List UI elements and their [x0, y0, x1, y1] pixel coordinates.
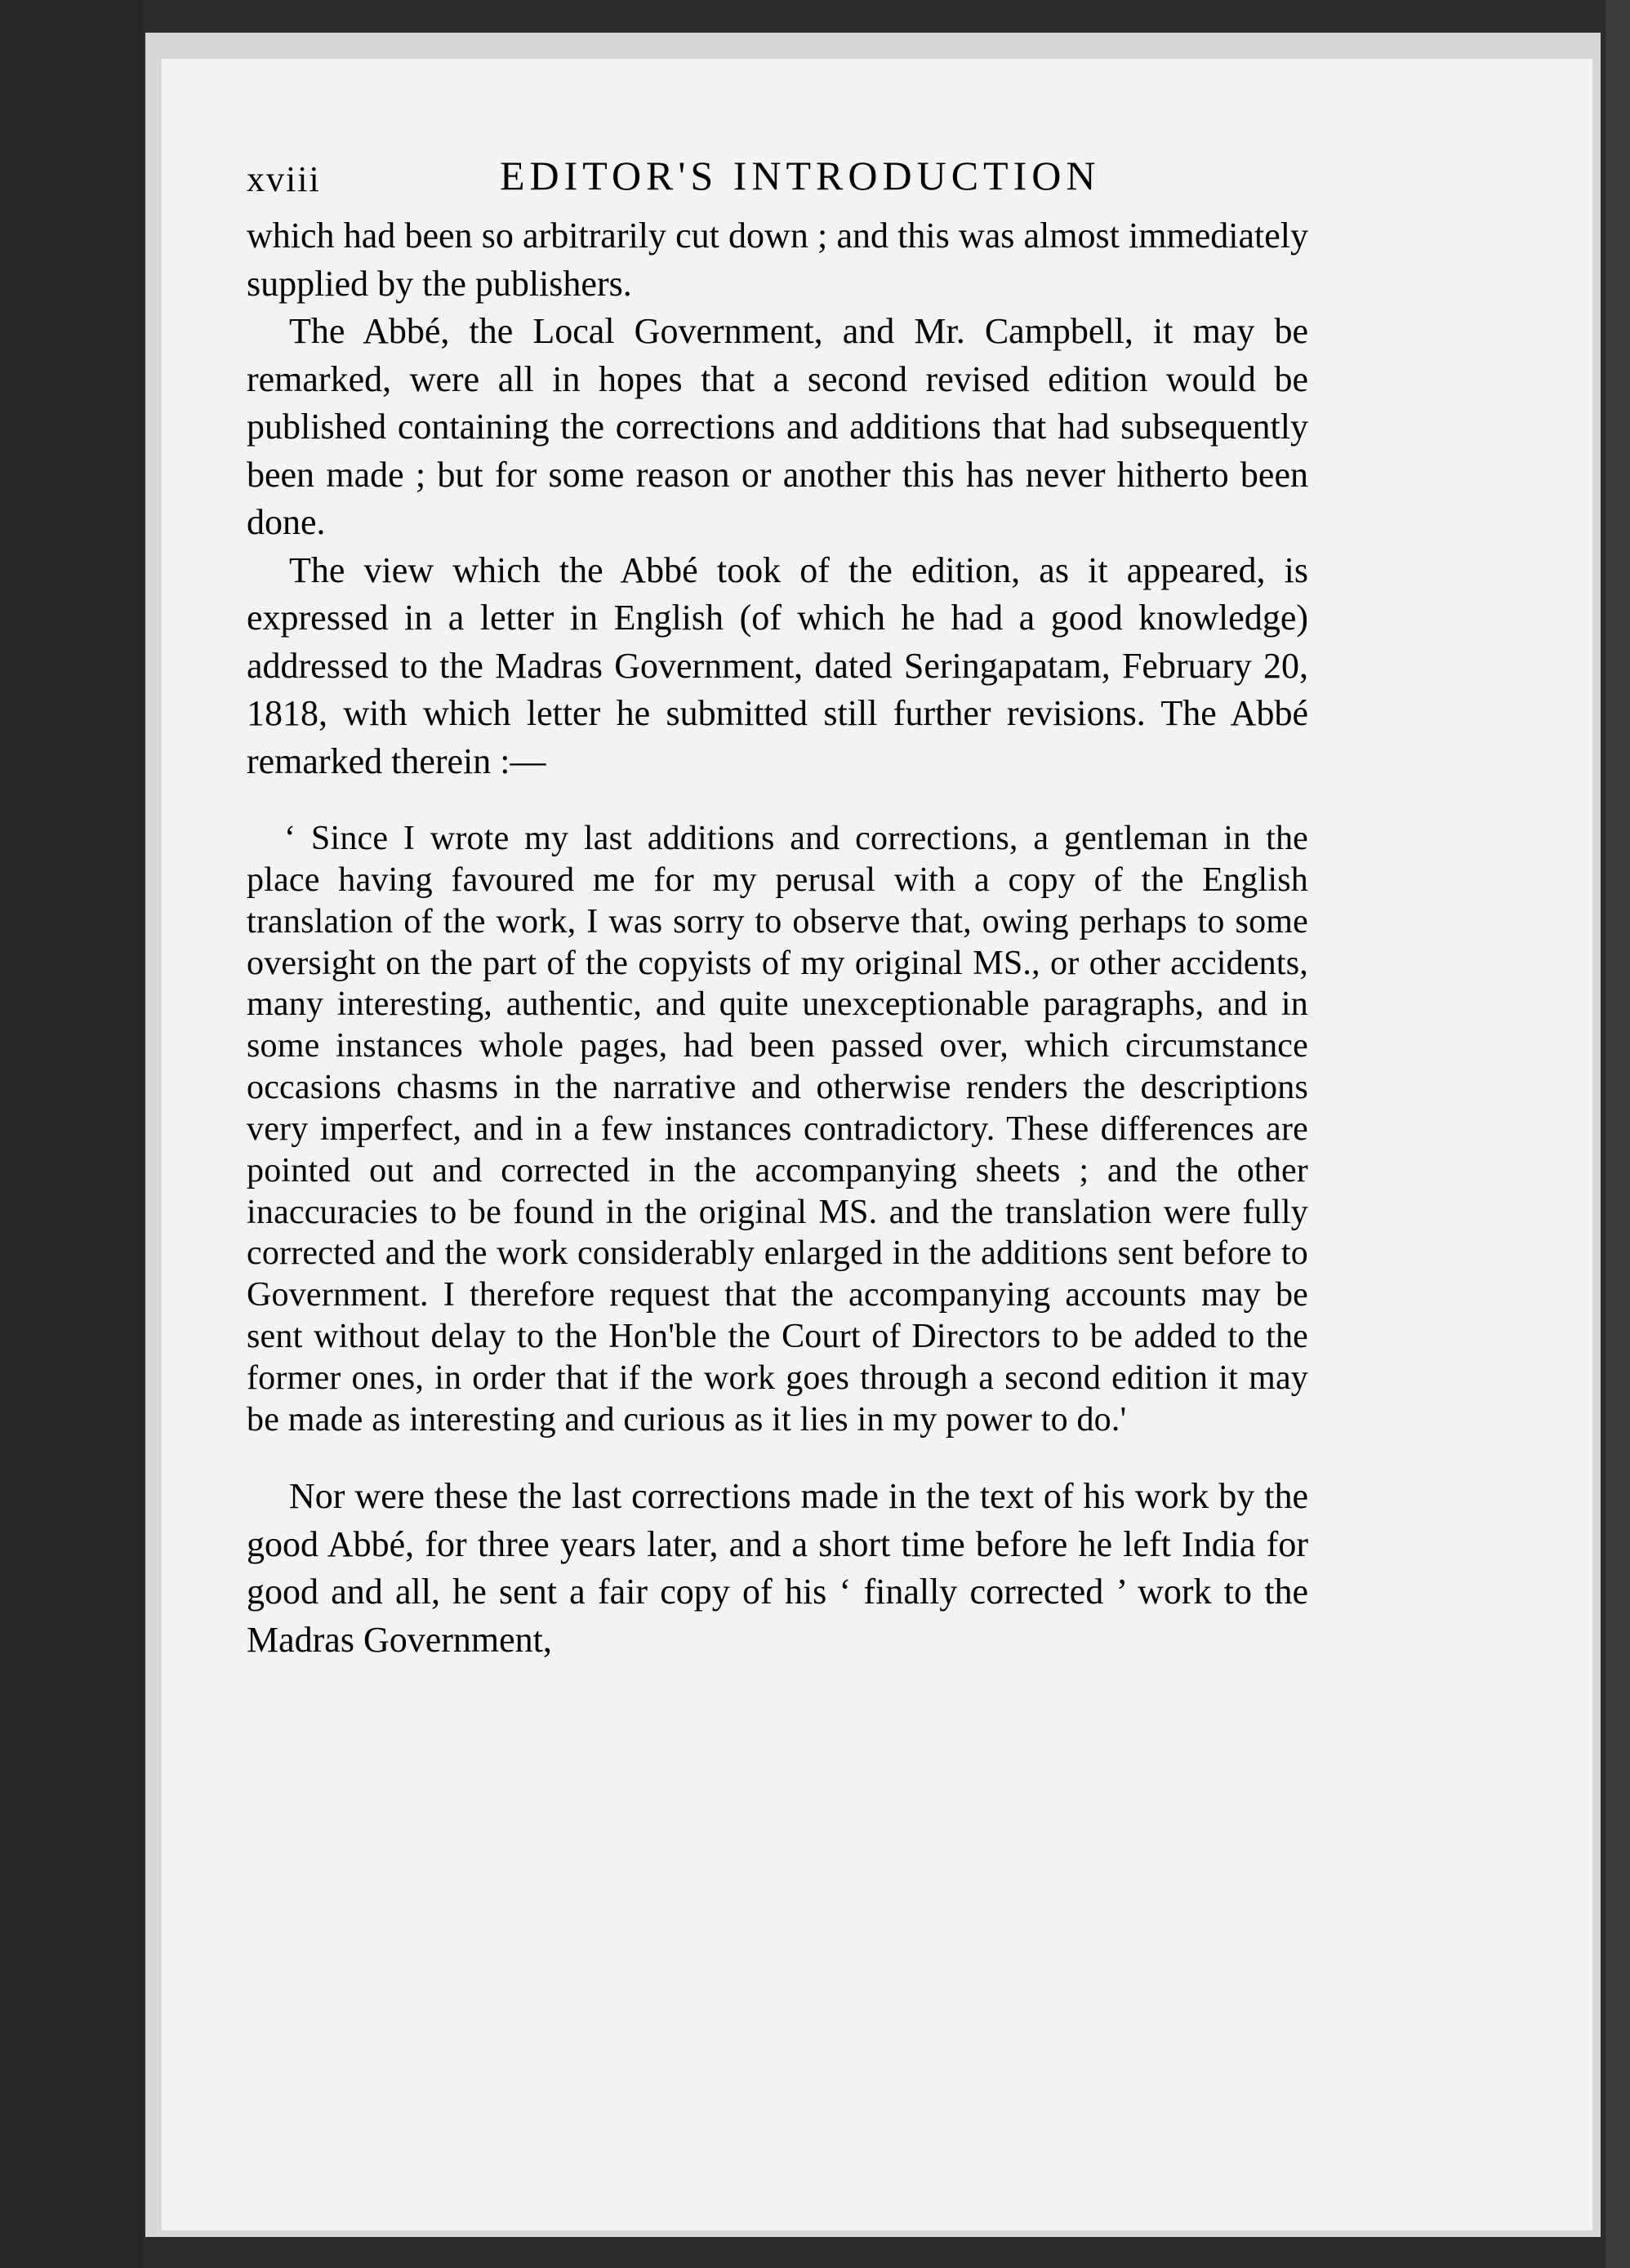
paragraph: The view which the Abbé took of the edition, as it appeared, is expressed in a letter in English (of which he had a good knowledge) addressed to the Madras Government, dated Seringapatam, February 20, 1818, with which letter he submitted still further revisions. The Abbé remarked therein :— — [247, 549, 1308, 781]
page-number: xviii — [247, 159, 321, 199]
paragraph: The Abbé, the Local Government, and Mr. Campbell, it may be remarked, were all in hopes that a second revised edition would be published containing the corrections and additions that had subsequently been made ; but for some reason or another this has never hitherto been done. — [247, 311, 1308, 543]
running-head — [247, 152, 1300, 217]
body-text — [247, 212, 1308, 1664]
block-quote: ‘ Since I wrote my last additions and corrections, a gentleman in the place having favoured me for my perusal with a copy of the English translation of the work, I was sorry to observe that, owing perhaps to some oversight on the part of the copyists of my original MS., or other accidents, many interesting, authentic, and quite unexceptionable paragraphs, and in some instances whole pages, had been passed over, which circumstance occasions chasms in the narrative and otherwise renders the descriptions very imperfect, and in a few instances contradictory. These differences are pointed out and corrected in the accompanying sheets ; and the other inaccuracies to be found in the original MS. and the translation were fully corrected and the work considerably enlarged in the additions sent before to Government. I therefore request that the accompanying accounts may be sent without delay to the Hon'ble the Court of Directors to be added to the former ones, in order that if the work goes through a second edition it may be made as interesting and curious as it lies in my power to do.' — [247, 820, 1308, 1439]
running-head-title: EDITOR'S INTRODUCTION — [500, 153, 1101, 198]
paragraph-continuation: which had been so arbitrarily cut down ; and this was almost immediately supplied by the publishers. — [247, 216, 1308, 304]
scan-background-left — [0, 0, 143, 2268]
paragraph: Nor were these the last corrections made in the text of his work by the good Abbé, for three years later, and a short time before he left India for good and all, he sent a fair copy of his ‘ finally corrected ’ work to the Madras Government, — [247, 1476, 1308, 1660]
scan-background-right — [1606, 0, 1630, 2268]
